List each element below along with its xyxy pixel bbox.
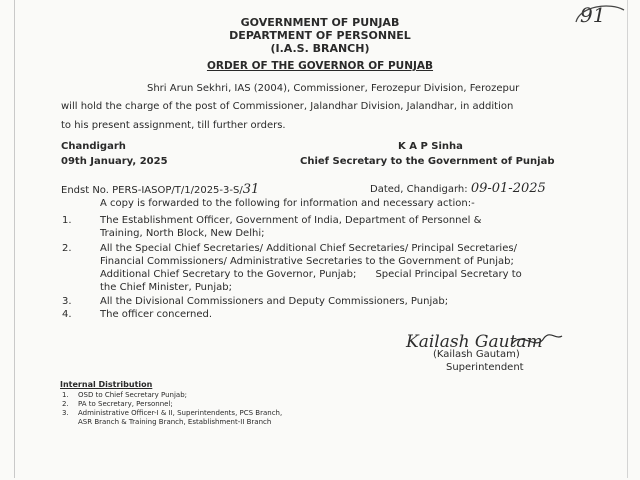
internal-item-1-number: 1. (62, 391, 69, 399)
place: Chandigarh (61, 141, 126, 152)
internal-item-3-line-1: Administrative Officer-I & II, Superintendents, PCS Branch, (78, 409, 283, 417)
internal-distribution-title: Internal Distribution (60, 380, 153, 389)
header-branch: (I.A.S. BRANCH) (270, 42, 370, 55)
header-government: GOVERNMENT OF PUNJAB (240, 16, 400, 29)
copy-item-2-number: 2. (62, 243, 72, 254)
endst-dated-handwritten: 09-01-2025 (470, 181, 546, 196)
order-body-line-3: to his present assignment, till further orders. (61, 120, 286, 131)
copy-item-2-line-1: All the Special Chief Secretaries/ Additional Chief Secretaries/ Principal Secretaries/ (100, 243, 517, 254)
copy-item-3-number: 3. (62, 296, 72, 307)
copy-item-4-line-1: The officer concerned. (100, 309, 213, 320)
copy-item-2-line-2: Financial Commissioners/ Administrative Secretaries to the Government of Punjab; (100, 256, 514, 267)
copy-item-2-line-4: the Chief Minister, Punjab; (100, 282, 232, 293)
copy-item-3-line-1: All the Divisional Commissioners and Deputy Commissioners, Punjab; (100, 296, 449, 307)
endst-number-printed: Endst No. PERS-IASOP/T/1/2025-3-S/ (61, 185, 243, 196)
internal-item-3-line-2: ASR Branch & Training Branch, Establishment-II Branch (78, 418, 272, 426)
signatory-designation: Chief Secretary to the Government of Punjab (300, 156, 555, 167)
copy-item-4-number: 4. (62, 309, 72, 320)
endst-intro: A copy is forwarded to the following for information and necessary action:- (100, 198, 475, 209)
order-body-line-1: Shri Arun Sekhri, IAS (2004), Commissioner, Ferozepur Division, Ferozepur (147, 83, 520, 94)
copy-item-1-line-2: Training, North Block, New Delhi; (100, 228, 265, 239)
page-number-mark: 91 (580, 3, 606, 27)
superintendent-name: (Kailash Gautam) (433, 349, 520, 360)
copy-item-2-line-3: Additional Chief Secretary to the Governor, Punjab; Special Principal Secretary to (100, 269, 522, 280)
internal-item-2-line-1: PA to Secretary, Personnel; (78, 400, 173, 408)
endst-dated-label: Dated, Chandigarh: (370, 184, 468, 195)
internal-item-2-number: 2. (62, 400, 69, 408)
order-date: 09th January, 2025 (61, 156, 168, 167)
signatory-name: K A P Sinha (398, 141, 463, 152)
order-body-line-2: will hold the charge of the post of Commissioner, Jalandhar Division, Jalandhar, in addition (61, 101, 514, 112)
superintendent-designation: Superintendent (446, 362, 524, 373)
copy-item-1-line-1: The Establishment Officer, Government of India, Department of Personnel & (100, 215, 482, 226)
order-title: ORDER OF THE GOVERNOR OF PUNJAB (206, 60, 434, 72)
signature-text: Kailash Gautam (406, 332, 543, 352)
internal-item-3-number: 3. (62, 409, 69, 417)
header-department: DEPARTMENT OF PERSONNEL (229, 29, 411, 42)
internal-item-1-line-1: OSD to Chief Secretary Punjab; (78, 391, 188, 399)
endst-number-handwritten: 31 (242, 182, 260, 197)
endst-number (61, 182, 259, 197)
copy-item-1-number: 1. (62, 215, 72, 226)
endst-dated (370, 181, 546, 196)
